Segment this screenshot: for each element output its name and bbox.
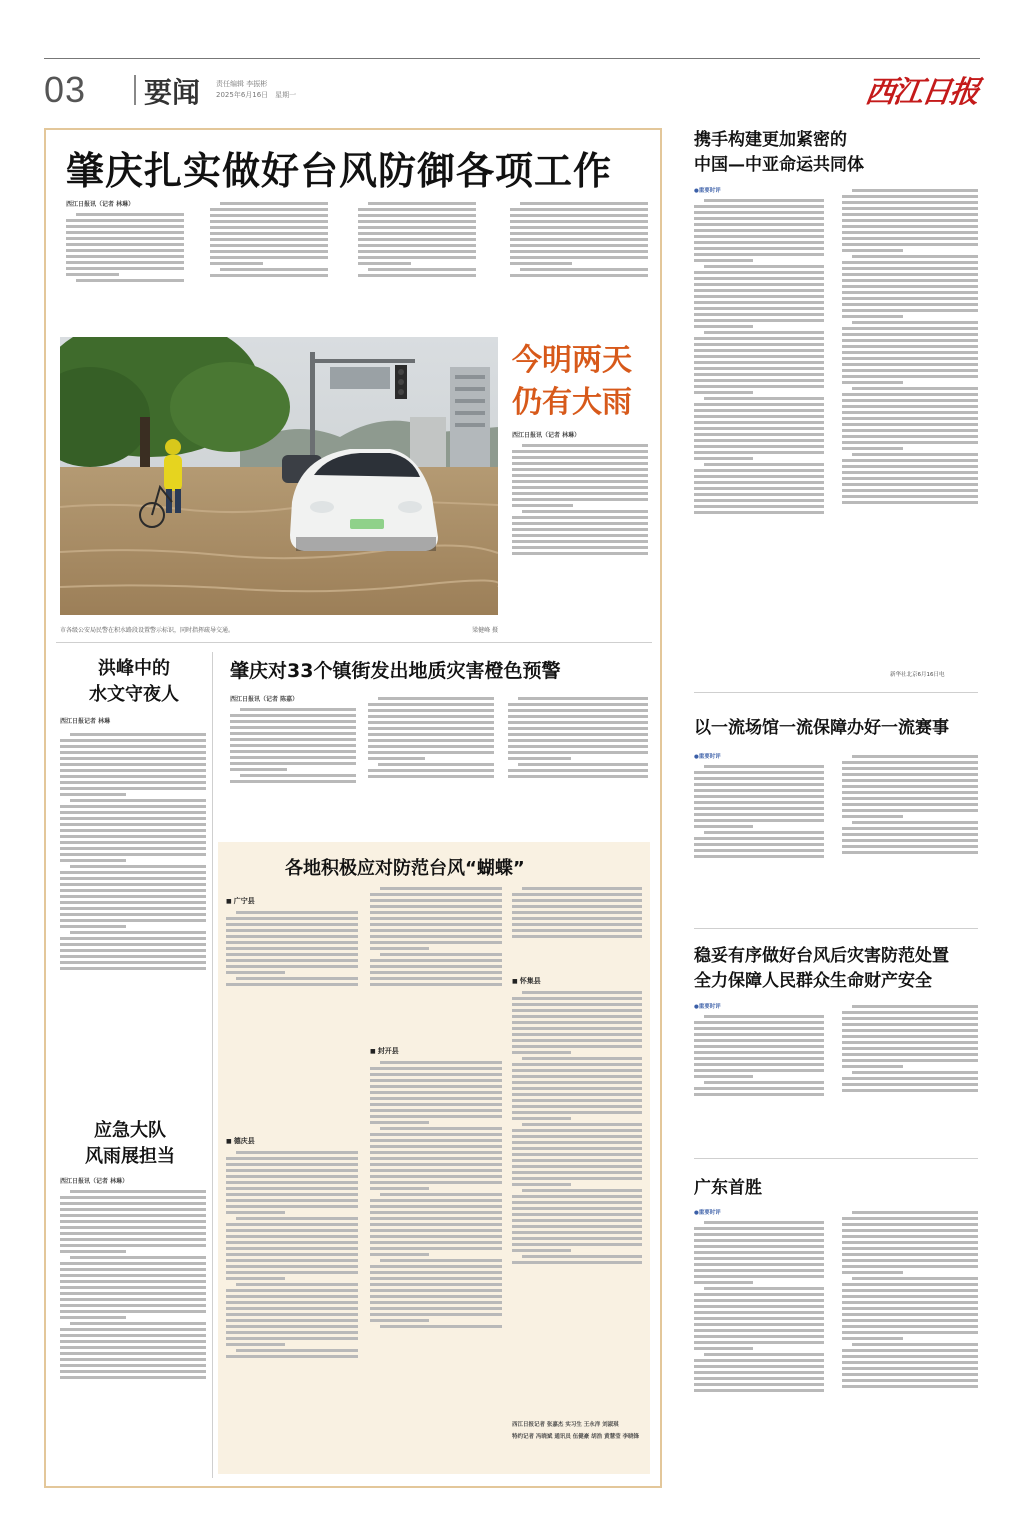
rain-headline-line1: 今明两天 [512,343,632,378]
flood-street-illustration [60,337,498,615]
night-watch-byline: 西江日报记者 林琳 [60,718,111,725]
fengkai-body [370,1058,502,1466]
right-article2-col2 [842,752,978,912]
right-article1-col2 [842,186,978,664]
right-article1-title-line2: 中国—中亚命运共同体 [694,155,864,175]
night-watch-body [60,730,206,1098]
right-article4-col2 [842,1208,978,1484]
geo-warning-headline: 肇庆对33个镇街发出地质灾害橙色预警 [230,660,561,682]
right-article4-col1 [694,1218,824,1484]
region-label-fengkai: ■ 封开县 [370,1046,399,1056]
main-body-col1 [66,210,184,320]
right-article2-headline: 以一流场馆一流保障办好一流赛事 [694,718,949,738]
main-byline: 西江日报讯（记者 林琳） [66,201,135,208]
date-line: 2025年6月16日 星期一 [216,91,297,99]
huaiji-body [512,988,642,1408]
newspaper-logo: 西江日报 [863,75,980,110]
rescue-headline [80,1118,180,1170]
night-watch-headline [86,656,182,708]
geo-warning-byline: 西江日报讯（记者 陈嘉） [230,696,299,703]
right-article3-title-line1: 稳妥有序做好台风后灾害防范处置 [694,946,949,966]
typhoon-box-headline: 各地积极应对防范台风“蝴蝶” [285,858,525,879]
rain-body [512,441,648,613]
photo-credit: 梁健峰 摄 [472,627,498,634]
night-watch-title-line1: 洪峰中的 [98,658,170,679]
right-article3-headline [694,944,949,994]
region-label-guangning: ■ 广宁县 [226,896,255,906]
issue-meta [216,79,296,101]
section-name: 要闻 [144,76,201,109]
right-article2-col1 [694,762,824,912]
right-article1-credit: 新华社北京6月16日电 [890,672,945,678]
right-article1-title-line1: 携手构建更加紧密的 [694,130,847,150]
right-article3-col1 [694,1012,824,1142]
guangning-body [226,908,358,1030]
right-article1-tag: ●重要时评 [694,188,721,194]
right-article4-headline: 广东首胜 [694,1178,762,1198]
main-body-col3 [358,199,476,320]
photo-caption [60,625,498,634]
box-credit-line2: 特约记者 冯晓斌 通讯员 伍健豪 胡浩 黄慧莹 李晓锋 [512,1434,639,1440]
right-divider3 [694,1158,978,1159]
rescue-byline: 西江日报讯（记者 林琳） [60,1178,129,1185]
rain-headline-line2: 仍有大雨 [512,385,632,420]
geo-warning-col3 [508,694,648,823]
page-separator [134,75,136,105]
geo-warning-col2 [368,694,494,823]
main-headline: 肇庆扎实做好台风防御各项工作 [66,149,613,193]
editor-line: 责任编辑 李振彬 [216,80,268,88]
right-divider1 [694,692,978,693]
rescue-title-line2: 风雨展担当 [85,1146,175,1167]
geo-warning-col1 [230,705,356,823]
box-credit-line1: 西江日报记者 张嘉杰 实习生 王永洋 刘淑琪 [512,1422,619,1428]
right-article3-tag: ●重要时评 [694,1004,721,1010]
flood-photo [60,337,498,615]
right-article1-col1 [694,196,824,674]
main-body-col4 [510,199,648,320]
right-article3-title-line2: 全力保障人民群众生命财产安全 [694,971,932,991]
masthead [44,58,980,110]
deqing-body [226,1148,358,1466]
right-article2-tag: ●重要时评 [694,754,721,760]
right-article1-headline [694,128,864,178]
right-article3-col2 [842,1002,978,1142]
right-divider2 [694,928,978,929]
region-label-huaiji: ■ 怀集县 [512,976,541,986]
main-body-col2 [210,199,328,320]
photo-caption-text: 市各级公安局民警在积水路段设置警示标识，同时指挥疏导交通。 [60,627,235,634]
rain-byline: 西江日报讯（记者 林琳） [512,432,581,439]
section-divider [56,642,652,643]
rescue-title-line1: 应急大队 [94,1120,166,1141]
right-article4-tag: ●重要时评 [694,1210,721,1216]
box-col3-top [512,884,642,970]
column-divider [212,652,213,1478]
region-label-deqing: ■ 德庆县 [226,1136,255,1146]
box-col2-top [370,884,502,1040]
rescue-body [60,1187,206,1477]
page-number: 03 [44,69,87,110]
night-watch-title-line2: 水文守夜人 [89,684,179,705]
rain-headline [512,340,632,424]
